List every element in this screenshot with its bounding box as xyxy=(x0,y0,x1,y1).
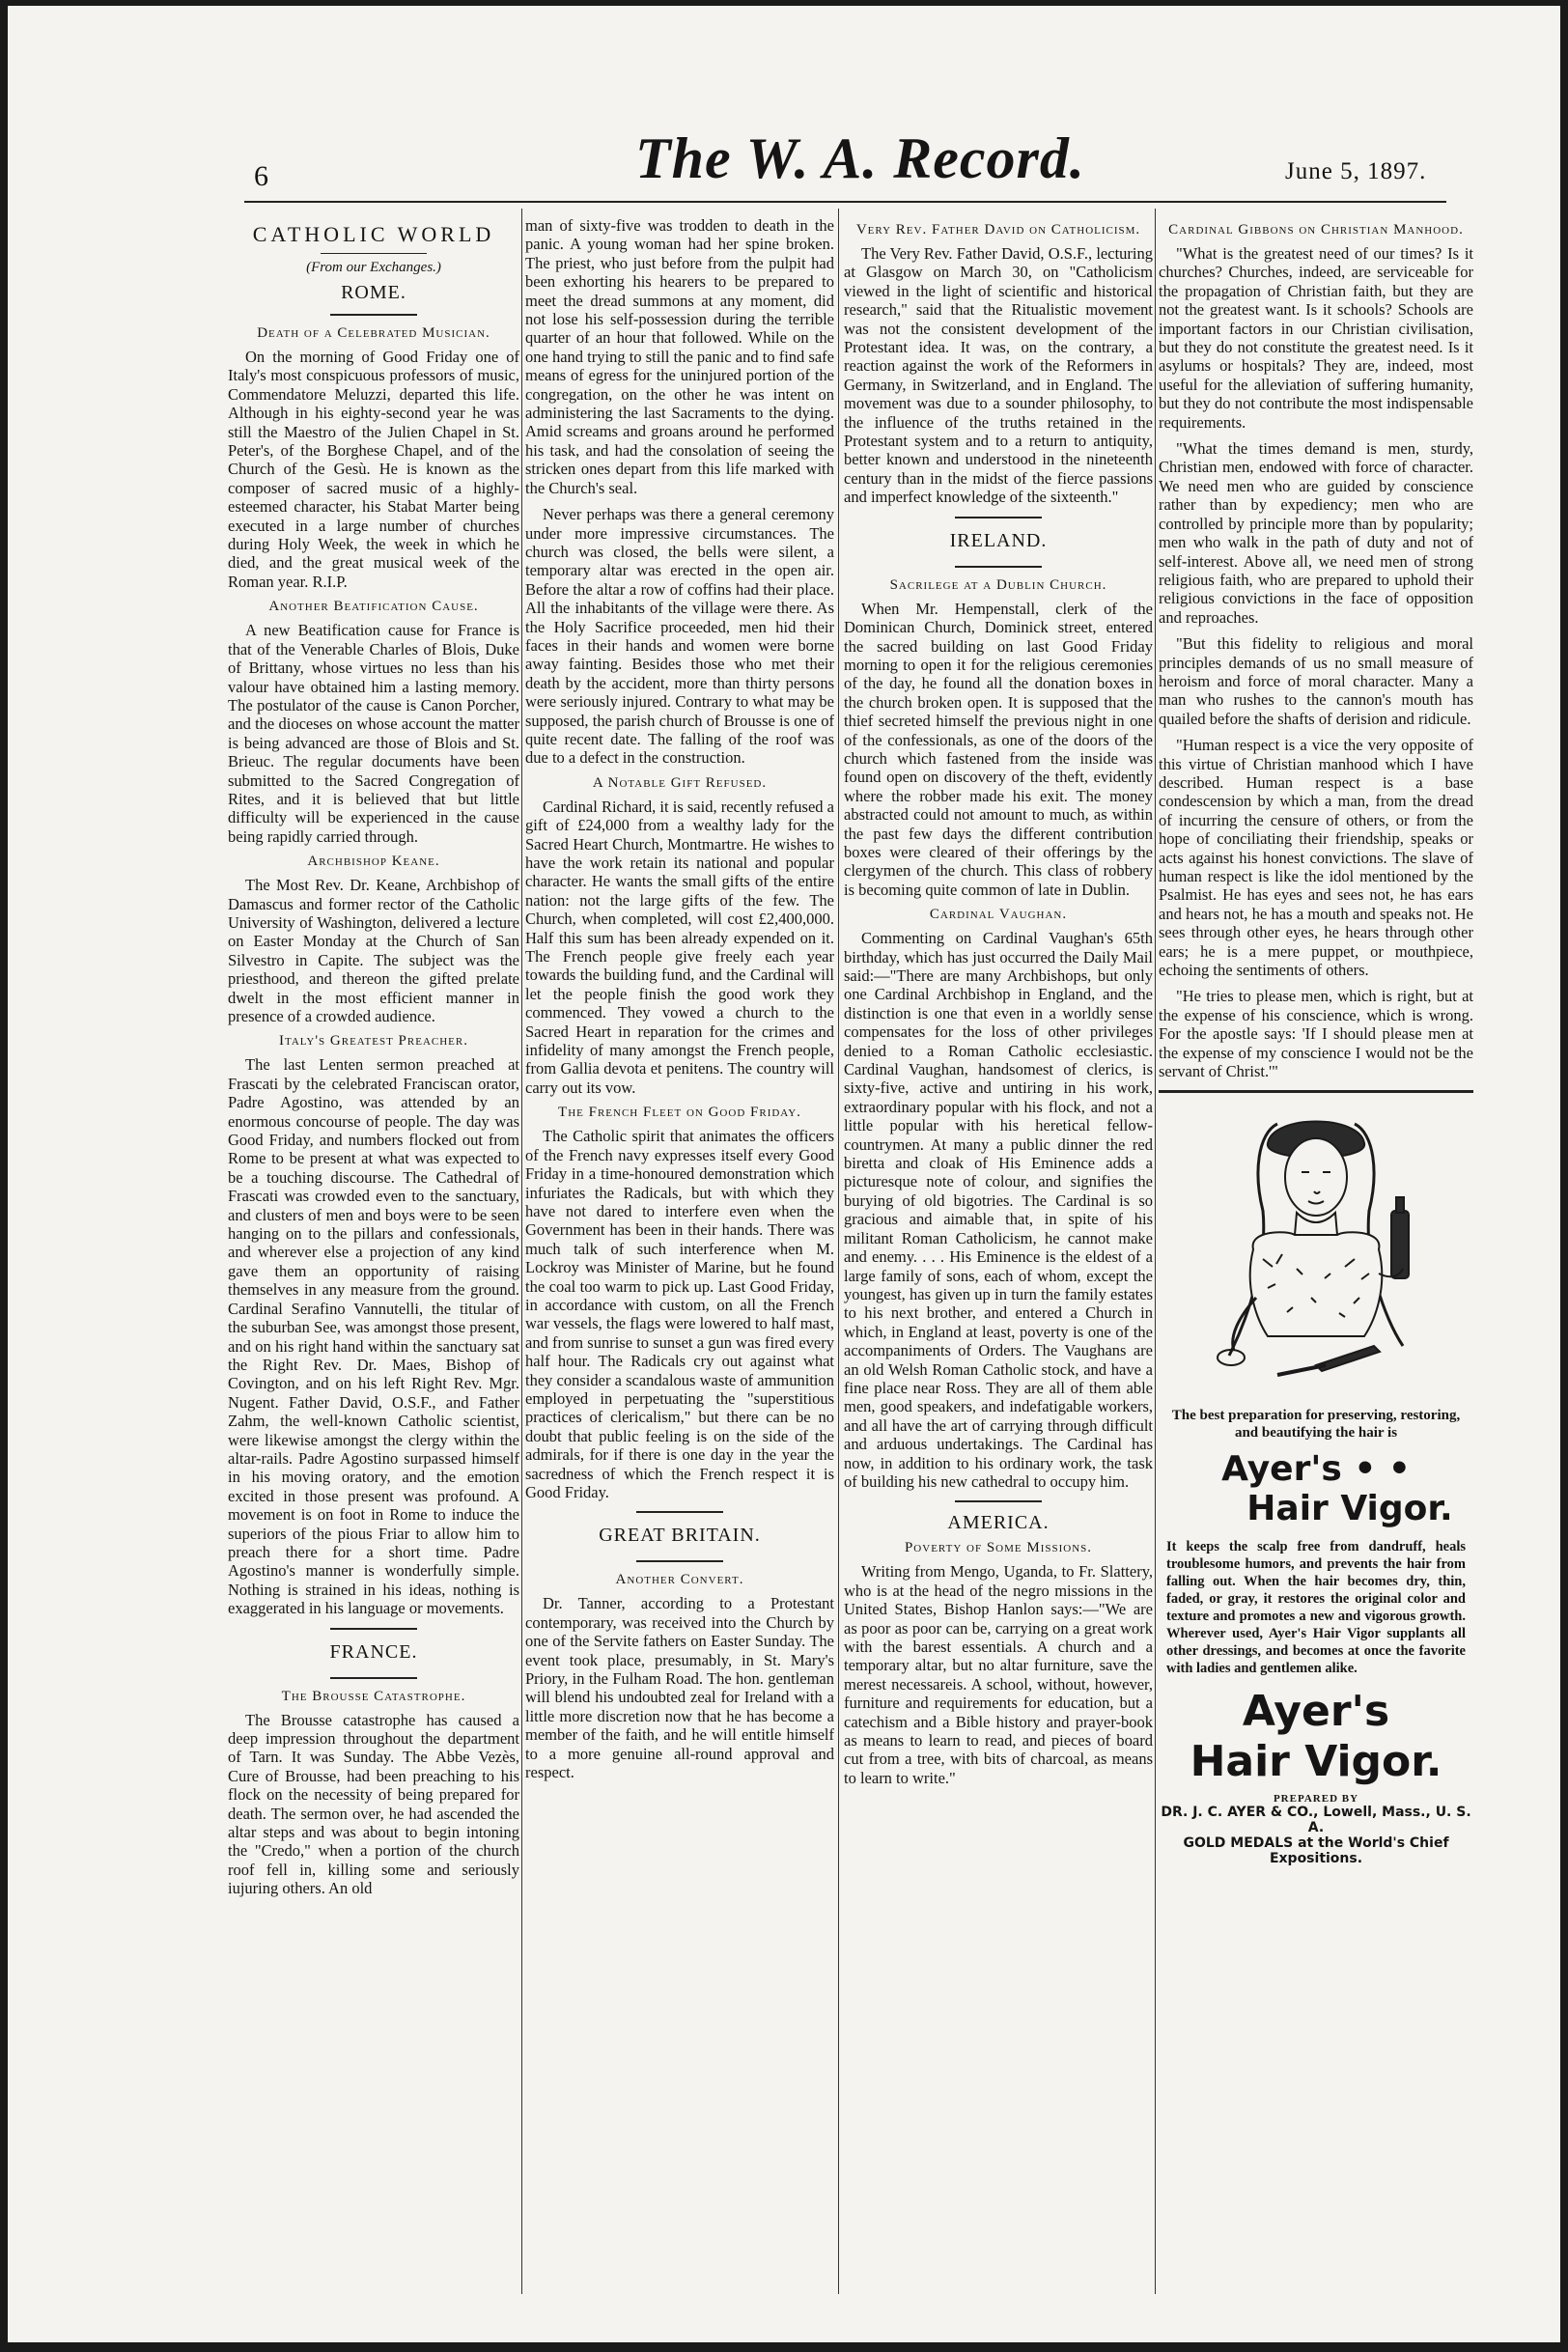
article-heading: A Notable Gift Refused. xyxy=(592,774,768,791)
article-paragraph: The last Lenten sermon preached at Frascati by the celebrated Franciscan orator, Padre Agostino, was attended by an enormous concourse of people. The day was Good Friday, and numbers flocked out from Rome to be present at what was expected to be a touching discourse. The Cathedral of Frascati was crowded even to the sanctuary, and clusters of men and boys were to be seen hanging on to the pillars and confessionals, and wherever else a projection of any kind gave them an opportunity of raising themselves in any measure from the ground. Cardinal Serafino Vannutelli, the titular of the suburban See, was amongst those present, and on his right hand within the sanctuary sat the Right Rev. Dr. Maes, Bishop of Covington, and on his left Right Rev. Mgr. Nugent. Father David, O.S.F., and Father Zahm, the well-known Catholic scientist, were likewise amongst the clergy within the altar-rails. Padre Agostino surpassed himself in his moving oratory, and the emotion excited in those present was profound. A movement is on foot in Rome to induce the superiors of the pious Friar to allow him to preach there for a short time. Padre Agostino's manner is wonderfully simple. Nothing is strained in his ideas, nothing is exaggerated in his language or movements. xyxy=(228,1055,519,1618)
source-note: (From our Exchanges.) xyxy=(306,260,441,275)
article-paragraph: Never perhaps was there a general ceremony under more impressive circumstances. The church was closed, the bells were silent, a temporary altar was erected in the open air. Before the altar a row of coffins had their place. All the inhabitants of the village were there. As the Holy Sacrifice proceeded, men hid their faces in their hands and women were borne away fainting. Besides those who met their death by the accident, more than thirty persons were seriously injured. Contrary to what may be supposed, the parish church of Brousse is one of quite recent date. The falling of the roof was due to a defect in the construction. xyxy=(525,505,834,768)
advertisement xyxy=(1159,1097,1473,1866)
newspaper-page xyxy=(8,6,1560,2342)
column-rule xyxy=(521,209,522,2294)
ad-description: It keeps the scalp free from dandruff, heals troublesome humors, and prevents the hair from falling out. When the hair becomes dry, thin, faded, or gray, it restores the original color and texture and promotes a new and vigorous growth. Wherever used, Ayer's Hair Vigor supplants all other dressings, and becomes at once the favorite with ladies and gentlemen alike. xyxy=(1166,1539,1466,1677)
ad-product-name: Ayer's • • xyxy=(1221,1449,1411,1490)
ad-tagline: The best preparation for preserving, restoring, and beautifying the hair is xyxy=(1171,1408,1461,1442)
article-paragraph: The Most Rev. Dr. Keane, Archbishop of Damascus and former rector of the Catholic University of Washington, delivered a lecture on Easter Monday at the Church of San Silvestro in Capite. The subject was the priesthood, and thereon the gifted prelate dwelt in the most efficient manner in presence of a crowded audience. xyxy=(228,876,519,1025)
article-paragraph: Commenting on Cardinal Vaughan's 65th birthday, which has just occurred the Daily Mail said:—"There are many Archbishops, but only one Cardinal Archbishop in England, and the distinction is one that even in a worldly sense compensates for the loss of other privileges denied to a Roman Catholic ecclesiastic. Cardinal Vaughan, handsomest of clerics, is sixty-five, active and untiring in his work, extraordinary popular with his flock, and not a little popular with his heretical fellow-countrymen. At many a public dinner the red biretta and cloak of His Eminence adds a picturesque note of colour, and signifies the burying of old bigotries. The Cardinal is so gracious and aimable that, in spite of his militant Roman Catholicism, he cannot make and enemy. . . . His Eminence is the eldest of a large family of sons, each of whom, except the youngest, has given up in turn the family estates to his next brother, and entered a Church in which, in England at least, poverty is one of the accompaniments of Orders. The Vaughans are an old Welsh Roman Catholic stock, and have a fine place near Ross. They are all of them able men, good speakers, and indefatigable workers, and all have the art of carrying through difficult and arduous undertakings. The Cardinal has now, in addition to his ordinary work, the task of building his new cathedral to occupy him. xyxy=(844,929,1153,1491)
column-1 xyxy=(228,216,519,2278)
divider xyxy=(955,517,1042,518)
divider xyxy=(955,1500,1042,1502)
article-paragraph: Cardinal Richard, it is said, recently refused a gift of £24,000 from a wealthy lady for the Sacred Heart Church, Montmartre. He wishes to have the work retain its national and popular character. He wants the small gifts of the entire nation: not the large gifts of the few. The Church, when completed, will cost £2,400,000. Half this sum has been already expended on it. The French people give freely each year towards the building fund, and the Cardinal will let the people finish the good work they commenced. They vowed a church to the Sacred Heart in reparation for the crimes and infidelity of many amongst the French people, from Gallia devota et penitens. The country will carry out its vow. xyxy=(525,797,834,1097)
article-paragraph: When Mr. Hempenstall, clerk of the Dominican Church, Dominick street, entered the sacred building on last Good Friday morning to open it for the religious ceremonies of the day, he found all the donation boxes in the church broken open. It is supposed that the thief secreted himself the previous night in one of the confessionals, as one of the doors of the church which fastened from the inside was found open on discovery of the theft, evidently where the robber made his exit. The money abstracted could not amount to much, as within the past few days the different contribution boxes were cleared of their offerings by the clergymen of the church. This class of robbery is becoming quite common of late in Dublin. xyxy=(844,599,1153,899)
column-rule xyxy=(838,209,839,2294)
divider xyxy=(636,1511,723,1513)
article-paragraph: "What the times demand is men, sturdy, Christian men, endowed with force of character. We need men who are guided by conscience rather than by expediency; men who are controlled by principle more than by popularity; men who walk in the path of duty and not of self-interest. Above all, we need men of strong religious faith, who are prepared to uphold their religious convictions in the face of opposition and reproaches. xyxy=(1159,439,1473,627)
article-heading: Cardinal Vaughan. xyxy=(929,907,1068,923)
divider xyxy=(955,566,1042,568)
article-heading: Sacrilege at a Dublin Church. xyxy=(889,576,1107,593)
article-paragraph: Writing from Mengo, Uganda, to Fr. Slattery, who is at the head of the negro missions in the United States, Bishop Hanlon says:—"We are as poor as poor can be, carrying on a great work with the barest essentials. A church and a temporary altar, but no altar furniture, save the merest necessareis. A school, without, however, furniture and requirements for education, but a catechism and a Bible history and prayer-book as means to learn to read, and pieces of board cut from a tree, with bits of charcoal, as means to learn to write." xyxy=(844,1562,1153,1787)
divider xyxy=(330,1677,417,1679)
article-paragraph: "He tries to please men, which is right, but at the expense of his conscience, which is wrong. For the apostle says: 'If I should please men at the expense of my conscience I would not be the servant of Christ.'" xyxy=(1159,987,1473,1081)
article-heading: Archbishop Keane. xyxy=(307,854,440,870)
article-paragraph: A new Beatification cause for France is that of the Venerable Charles of Blois, Duke of Brittany, whose virtues no less than his valour have obtained him a lasting memory. The postulator of the cause is Canon Porcher, and the dioceses on whose account the matter is being advanced are those of Blois and St. Brieuc. The regular documents have been submitted to the Sacred Congregation of Rites, and it is believed that but little difficulty will be experienced in the cause being rapidly carried through. xyxy=(228,621,519,846)
article-heading: Poverty of Some Missions. xyxy=(904,1540,1093,1556)
header-rule xyxy=(244,201,1446,203)
article-paragraph: "But this fidelity to religious and moral principles demands of us no small measure of heroism and force of moral character. Many a man who rushes to the cannon's mouth has quailed before the shafts of derision and ridicule. xyxy=(1159,634,1473,728)
ad-medals: GOLD MEDALS at the World's Chief Expositions. xyxy=(1183,1835,1449,1867)
article-heading: Death of a Celebrated Musician. xyxy=(257,325,490,341)
article-heading: The French Fleet on Good Friday. xyxy=(558,1105,801,1121)
section-title: ROME. xyxy=(341,282,406,303)
issue-date: June 5, 1897. xyxy=(1285,158,1427,184)
section-title: IRELAND. xyxy=(949,529,1048,551)
ad-product-name-large: Ayer's xyxy=(1242,1687,1390,1737)
section-title: FRANCE. xyxy=(329,1640,418,1663)
ad-maker: DR. J. C. AYER & CO., Lowell, Mass., U. S. A. xyxy=(1161,1805,1471,1836)
column-2 xyxy=(525,216,834,2278)
article-paragraph: On the morning of Good Friday one of Italy's most conspicuous professors of music, Commendatore Meluzzi, departed this life. Although in his eighty-second year he was still the Maestro of the Julien Chapel in St. Peter's, of the Borghese Chapel, and of the Church of the Gesù. He is known as the composer of sacred music of a highly-esteemed character, his Stabat Marter being executed in a large number of churches during Holy Week, the week in which he died, and the great musical week of the Roman year. R.I.P. xyxy=(228,348,519,591)
divider xyxy=(330,1628,417,1630)
masthead: The W. A. Record. xyxy=(635,126,1085,190)
divider xyxy=(636,1560,723,1562)
ad-product-name: Hair Vigor. xyxy=(1246,1489,1453,1529)
page-number: 6 xyxy=(254,160,268,192)
section-title: AMERICA. xyxy=(947,1512,1050,1534)
section-title: CATHOLIC WORLD xyxy=(252,222,495,246)
divider xyxy=(330,314,417,316)
section-title: GREAT BRITAIN. xyxy=(599,1525,761,1547)
article-paragraph: man of sixty-five was trodden to death in the panic. A young woman had her spine broken. The priest, who just before from the pulpit had been exhorting his hearers to be prepared to meet the dread summons at any moment, did not lose his self-possession during the terrible quarter of an hour that followed. While on the one hand trying to still the panic and to find safe means of egress for the uninjured portion of the congregation, on the other he was intent on administering the last Sacraments to the dying. Amid screams and groans around he performed his task, and had the consolation of seeing the stricken ones depart from this life marked with the Church's seal. xyxy=(525,216,834,497)
article-paragraph: The Brousse catastrophe has caused a deep impression throughout the department of Tarn. It was Sunday. The Abbe Vezès, Cure of Brousse, had been preaching to his flock on the necessity of being prepared for death. The sermon over, he had ascended the altar steps and was about to begin intoning the "Credo," when a portion of the church roof fell in, killing some and seriously iujuring others. An old xyxy=(228,1710,519,1898)
article-heading: Very Rev. Father David on Catholicism. xyxy=(855,222,1141,238)
article-paragraph: The Catholic spirit that animates the officers of the French navy expresses itself every Good Friday in a time-honoured demonstration which infuriates the Radicals, but with which they have not dared to interfere even when the Government has been in their hands. There was much talk of such interference when M. Lockroy was Minister of Marine, but he found the coal too warm to pick up. Last Good Friday, in accordance with custom, on all the French war vessels, the flags were lowered to half mast, and from sunrise to sunset a gun was fired every half hour. The Radicals cry out against what they consider a scandalous waste of ammunition employed in perpetuating the "superstitious practices of clericalism," but there can be no doubt that public feeling is on the side of the admirals, for if there is one day in the year the sacredness of which the French respect it is Good Friday. xyxy=(525,1127,834,1501)
column-3 xyxy=(844,216,1153,2278)
article-paragraph: The Very Rev. Father David, O.S.F., lecturing at Glasgow on March 30, on "Catholicism viewed in the light of scientific and historical research," said that the Ritualistic movement was not the consistent development of the Protestant idea. It was, on the contrary, a reaction against the work of the Reformers in Germany, in Switzerland, and in England. The movement was due to a sounder philosophy, to the influence of the truths retained in the Protestant system and to a return to antiquity, better known and understood in the nineteenth century than in the midst of the fierce passions and imperfect knowledge of the sixteenth." xyxy=(844,244,1153,507)
column-rule xyxy=(1155,209,1156,2294)
article-heading: Cardinal Gibbons on Christian Manhood. xyxy=(1168,222,1464,238)
column-4 xyxy=(1159,216,1473,2278)
article-heading: Another Beatification Cause. xyxy=(268,599,479,615)
article-paragraph: Dr. Tanner, according to a Protestant contemporary, was received into the Church by one of the Servite fathers on Easter Sunday. The event took place, presumably, in St. Mary's Priory, in the Fulham Road. The hon. gentleman will blend his undoubted zeal for Ireland with a little more discretion now that he has become a member of the faith, and he will entitle himself to a more genuine all-round approval and respect. xyxy=(525,1594,834,1782)
divider xyxy=(321,253,427,254)
woman-illustration xyxy=(1171,1105,1461,1394)
article-paragraph: "Human respect is a vice the very opposite of this virtue of Christian manhood which I have described. Human respect is a base condescension by which a man, from the dread of incurring the censure of others, or from the hope of conciliating their friendship, speaks or acts against his honest convictions. The slave of human respect is like the idol mentioned by the Psalmist. He has eyes and sees not, he has ears and hears not, he has a mouth and speaks not. He sees through other eyes, he hears through other ears; he is a mere puppet, or mouthpiece, echoing the sentiments of others. xyxy=(1159,736,1473,980)
ad-prepared-by: PREPARED BY xyxy=(1273,1793,1359,1806)
article-paragraph: "What is the greatest need of our times? Is it churches? Churches, indeed, are serviceable for the propagation of Christian faith, but they are not the greatest want. Is it schools? Schools are important factors in our Christian civilisation, but they do not constitute the greatest need. Is it asylums or hospitals? They are, indeed, most useful for the alleviation of suffering humanity, but they do not contribute the most indispensable requirements. xyxy=(1159,244,1473,432)
article-heading: Another Convert. xyxy=(615,1572,744,1588)
ad-product-name-large: Hair Vigor. xyxy=(1190,1737,1442,1787)
article-heading: The Brousse Catastrophe. xyxy=(281,1688,466,1704)
divider xyxy=(1159,1090,1473,1093)
article-heading: Italy's Greatest Preacher. xyxy=(279,1033,468,1050)
